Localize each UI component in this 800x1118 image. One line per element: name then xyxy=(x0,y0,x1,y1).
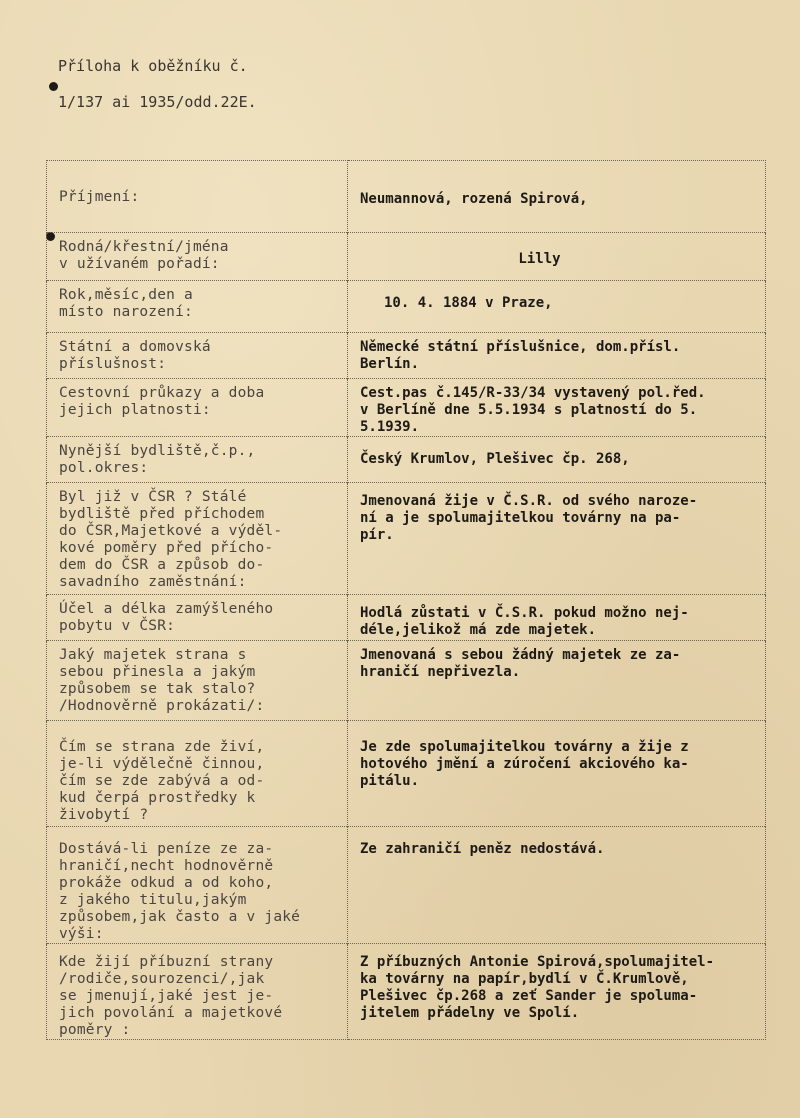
question-text: Nynější bydliště,č.p., pol.okres: xyxy=(59,443,256,476)
question-text: Dostává-li peníze ze za- hraničí,necht hodnověrně prokáže odkud a od koho, z jakého titulu,jakým způsobem,jak často a v jaké výši: xyxy=(59,841,301,942)
table-row xyxy=(47,641,766,721)
question-text: Účel a délka zamýšleného pobytu v ČSR: xyxy=(59,601,274,634)
answer-cell xyxy=(348,161,766,233)
answer-cell xyxy=(348,944,766,1040)
answer-cell xyxy=(348,827,766,944)
table-row xyxy=(47,944,766,1040)
answer-text: Ze zahraničí peněz nedostává. xyxy=(360,841,605,857)
table-row xyxy=(47,379,766,437)
answer-text: Neumannová, rozená Spirová, xyxy=(360,191,588,207)
question-cell xyxy=(47,233,348,281)
answer-text: 10. 4. 1884 v Praze, xyxy=(384,295,553,311)
ink-dot xyxy=(49,82,58,91)
answer-cell xyxy=(348,721,766,827)
question-cell xyxy=(47,641,348,721)
questionnaire-table xyxy=(46,160,766,1040)
answer-text: Hodlá zůstati v Č.S.R. pokud možno nej- déle,jelikož má zde majetek. xyxy=(360,605,689,638)
question-text: Příjmení: xyxy=(59,189,140,205)
answer-cell xyxy=(348,281,766,333)
question-text: Kde žijí příbuzní strany /rodiče,sourozenci/,jak se jmenují,jaké jest je- jich povolání a majetkové poměry : xyxy=(59,954,283,1038)
question-text: Byl již v ČSR ? Stálé bydliště před příchodem do ČSR,Majetkové a výděl- kové poměry před přícho- dem do ČSR a způsob do- savadního zaměstnání: xyxy=(59,489,283,590)
answer-text: Z příbuzných Antonie Spirová,spolumajitel- ka továrny na papír,bydlí v Č.Krumlově, Plešivec čp.268 a zeť Sander je spoluma- jitelem přádelny ve Spolí. xyxy=(360,954,715,1021)
answer-cell xyxy=(348,437,766,483)
table-row xyxy=(47,333,766,379)
answer-cell xyxy=(348,333,766,379)
question-cell xyxy=(47,281,348,333)
question-cell xyxy=(47,944,348,1040)
question-text: Jaký majetek strana s sebou přinesla a jakým způsobem se tak stalo? /Hodnověrně prokázati/: xyxy=(59,647,265,714)
answer-cell xyxy=(348,233,766,281)
question-cell xyxy=(47,827,348,944)
question-text: Čím se strana zde živí, je-li výdělečně činnou, čím se zde zabývá a od- kud čerpá prostředky k živobytí ? xyxy=(59,739,265,823)
table-row xyxy=(47,827,766,944)
answer-text: Je zde spolumajitelkou továrny a žije z hotového jmění a zúročení akciového ka- pitálu. xyxy=(360,739,689,789)
answer-text: Lilly xyxy=(518,251,561,267)
question-cell xyxy=(47,595,348,641)
document-header xyxy=(58,48,257,120)
header-line-2: 1/137 ai 1935/odd.22E. xyxy=(58,93,257,111)
question-cell xyxy=(47,333,348,379)
question-text: Cestovní průkazy a doba jejich platnosti: xyxy=(59,385,265,418)
answer-cell xyxy=(348,641,766,721)
answer-cell xyxy=(348,595,766,641)
answer-text: Český Krumlov, Plešivec čp. 268, xyxy=(360,451,630,467)
table-row xyxy=(47,281,766,333)
table-row xyxy=(47,161,766,233)
table-row xyxy=(47,483,766,595)
answer-text: Cest.pas č.145/R-33/34 vystavený pol.řed. v Berlíně dne 5.5.1934 s platností do 5. 5.1939. xyxy=(360,385,706,435)
question-cell xyxy=(47,721,348,827)
question-text: Rodná/křestní/jména v užívaném pořadí: xyxy=(59,239,229,272)
answer-cell xyxy=(348,483,766,595)
header-line-1: Příloha k oběžníku č. xyxy=(58,57,248,75)
question-cell xyxy=(47,161,348,233)
answer-text: Jmenovaná žije v Č.S.R. od svého narozе- ní a je spolumajitelkou továrny na pa- pír. xyxy=(360,493,698,543)
table-row xyxy=(47,233,766,281)
question-text: Státní a domovská příslušnost: xyxy=(59,339,211,372)
question-cell xyxy=(47,379,348,437)
table-row xyxy=(47,595,766,641)
table-row xyxy=(47,437,766,483)
question-cell xyxy=(47,483,348,595)
question-cell xyxy=(47,437,348,483)
answer-cell xyxy=(348,379,766,437)
answer-text: Německé státní příslušnice, dom.přísl. Berlín. xyxy=(360,339,681,372)
question-text: Rok,měsíc,den a místo narození: xyxy=(59,287,193,320)
answer-text: Jmenovaná s sebou žádný majetek ze za- hraničí nepřivezla. xyxy=(360,647,681,680)
table-row xyxy=(47,721,766,827)
